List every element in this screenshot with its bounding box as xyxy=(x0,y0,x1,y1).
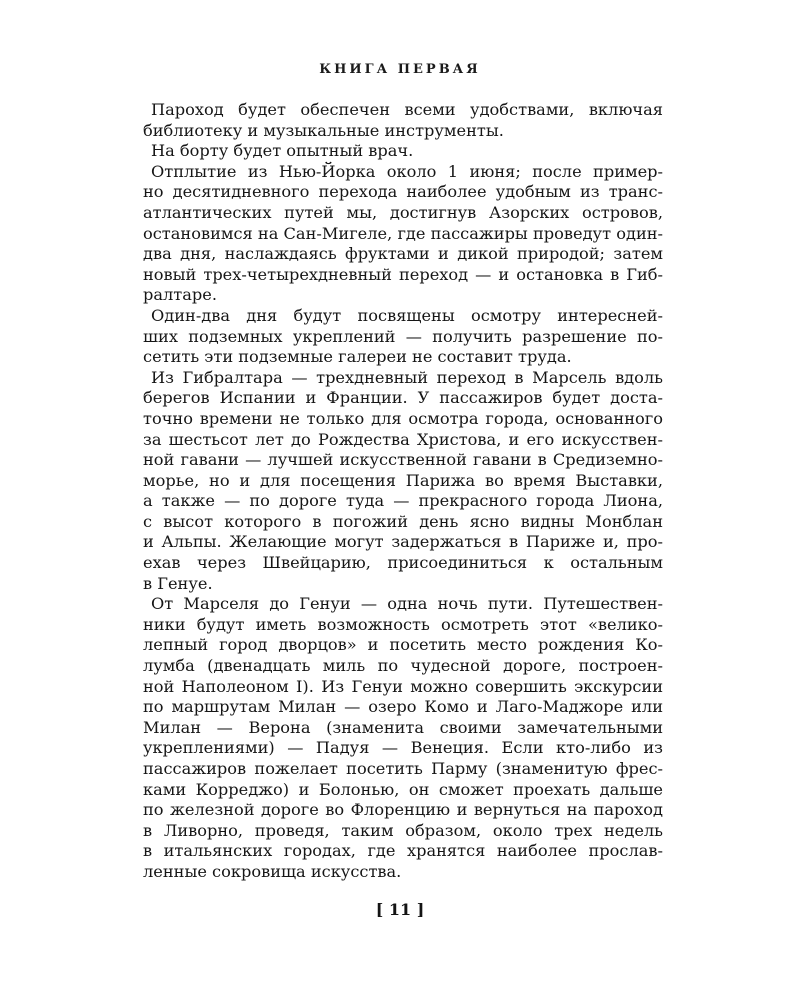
text-line: лепный город дворцов» и посетить место рождения Ко- xyxy=(143,635,663,655)
text-line: Милан — Верона (знаменита своими замечательными xyxy=(143,717,663,737)
paragraph xyxy=(143,306,663,368)
text-line: Из Гибралтара — трехдневный переход в Марсель вдоль xyxy=(151,367,663,387)
text-line: берегов Испании и Франции. У пассажиров будет доста- xyxy=(143,388,663,408)
text-line: точно времени не только для осмотра города, основанного xyxy=(143,408,663,428)
text-line: но десятидневного перехода наиболее удобным из транс- xyxy=(143,182,663,202)
text-line: От Марселя до Генуи — одна ночь пути. Путешествен- xyxy=(151,594,663,614)
text-line: в Генуе. xyxy=(143,573,213,593)
text-line: ралтаре. xyxy=(143,285,217,305)
text-line: библиотеку и музыкальные инструменты. xyxy=(143,120,504,140)
paragraph xyxy=(143,141,663,162)
text-line: и Альпы. Желающие могут задержаться в Париже и, про- xyxy=(143,532,663,552)
text-line: по маршрутам Милан — озеро Комо и Лаго-Маджоре или xyxy=(143,697,663,717)
text-line: за шестьсот лет до Рождества Христова, и его искусствен- xyxy=(143,429,663,449)
text-line: ники будут иметь возможность осмотреть этот «велико- xyxy=(143,614,663,634)
running-head: КНИГА ПЕРВАЯ xyxy=(319,62,481,77)
text-line: атлантических путей мы, достигнув Азорских островов, xyxy=(143,202,663,222)
text-line: укреплениями) — Падуя — Венеция. Если кто-либо из xyxy=(143,738,663,758)
body-text xyxy=(143,100,663,883)
text-line: ками Корреджо) и Болонью, он сможет проехать дальше xyxy=(143,779,663,799)
text-line: по железной дороге во Флоренцию и вернуться на пароход xyxy=(143,800,663,820)
text-line: остановимся на Сан-Мигеле, где пассажиры проведут один- xyxy=(143,223,663,243)
paragraph xyxy=(143,594,663,882)
text-line: На борту будет опытный врач. xyxy=(151,141,414,161)
text-line: пассажиров пожелает посетить Парму (знаменитую фрес- xyxy=(143,759,663,778)
text-line: ной гавани — лучшей искусственной гавани в Средиземно- xyxy=(143,450,663,470)
text-line: ленные сокровища искусства. xyxy=(143,861,402,881)
text-line: два дня, наслаждаясь фруктами и дикой природой; затем xyxy=(143,244,663,264)
text-line: новый трех-четырехдневный переход — и остановка в Гиб- xyxy=(143,264,663,284)
text-line: морье, но и для посещения Парижа во время Выставки, xyxy=(143,470,663,490)
text-line: Отплытие из Нью-Йорка около 1 июня; после пример- xyxy=(151,161,663,181)
text-line: лумба (двенадцать миль по чудесной дороге, построен- xyxy=(143,656,663,676)
text-line: ехав через Швейцарию, присоединиться к остальным xyxy=(143,553,663,573)
text-line: в Ливорно, проведя, таким образом, около трех недель xyxy=(143,820,663,840)
paragraph xyxy=(143,100,663,141)
text-line: в итальянских городах, где хранятся наиболее прослав- xyxy=(143,841,663,861)
text-line: сетить эти подземные галереи не составит труда. xyxy=(143,347,572,367)
text-line: Пароход будет обеспечен всеми удобствами, включая xyxy=(151,100,663,119)
text-line: ших подземных укреплений — получить разрешение по- xyxy=(143,326,663,346)
page-number: [ 11 ] xyxy=(375,900,425,919)
text-line: а также — по дороге туда — прекрасного города Лиона, xyxy=(143,491,663,511)
paragraph xyxy=(143,162,663,306)
text-line: ной Наполеоном I). Из Генуи можно совершить экскурсии xyxy=(143,676,663,696)
text-line: Один-два дня будут посвящены осмотру интересней- xyxy=(151,305,663,325)
paragraph xyxy=(143,368,663,595)
text-line: с высот которого в погожий день ясно видны Монблан xyxy=(143,511,663,531)
